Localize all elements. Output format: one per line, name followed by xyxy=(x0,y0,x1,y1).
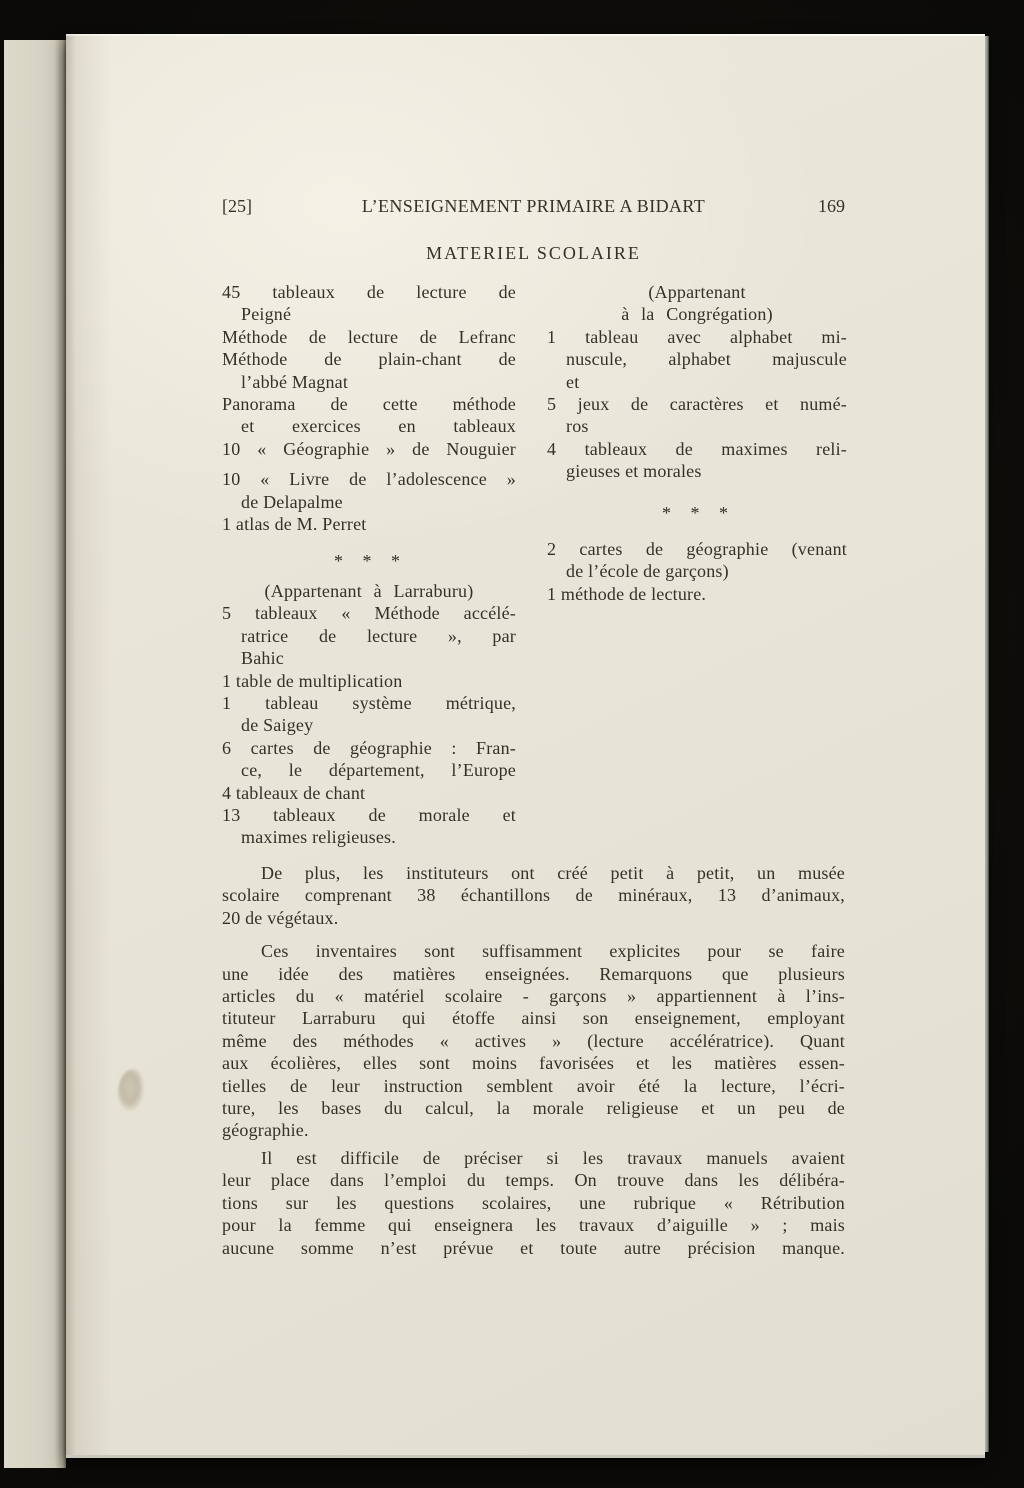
inventory-line: Peigné xyxy=(241,304,292,325)
inventory-line: l’abbé Magnat xyxy=(241,371,349,392)
inventory-line: 2 cartes de géographie (venant xyxy=(547,539,847,560)
paragraph-line: Ces inventaires sont suffisamment explicites pour se faire xyxy=(261,941,845,962)
paragraph-line: même des méthodes « actives » (lecture accélératrice). Quant xyxy=(222,1030,845,1051)
page-stack-edge xyxy=(985,36,989,1452)
inventory-line: Méthode de plain-chant de xyxy=(222,349,516,370)
inventory-line: 10 « Géographie » de Nouguier xyxy=(222,438,516,459)
inventory-line: 4 tableaux de maximes reli- xyxy=(547,438,847,459)
inventory-line: ratrice de lecture », par xyxy=(241,625,516,646)
paragraph-line: Il est difficile de préciser si les travaux manuels avaient xyxy=(261,1147,845,1168)
section-title: MATERIEL SCOLAIRE xyxy=(426,243,641,263)
inventory-line: Panorama de cette méthode xyxy=(222,394,516,415)
previous-page-edge xyxy=(4,40,66,1468)
inventory-line: (Appartenant xyxy=(648,282,746,302)
inventory-line: Méthode de lecture de Lefranc xyxy=(222,326,516,347)
paragraph-line: articles du « matériel scolaire - garçons » appartiennent à l’ins- xyxy=(222,986,845,1007)
book-page xyxy=(66,34,985,1455)
body-text xyxy=(222,862,845,1259)
paragraph-line: tielles de leur instruction semblent avoir été la lecture, l’écri- xyxy=(222,1075,845,1096)
paragraph-line: scolaire comprenant 38 échantillons de minéraux, 13 d’animaux, xyxy=(222,885,845,906)
paragraph-line: pour la femme qui enseignera les travaux d’aiguille » ; mais xyxy=(222,1215,845,1236)
inventory-line: 5 tableaux « Méthode accélé- xyxy=(222,603,516,624)
paragraph-line: De plus, les instituteurs ont créé petit à petit, un musée xyxy=(261,863,845,883)
paragraph-line: une idée des matières enseignées. Remarquons que plusieurs xyxy=(222,963,845,984)
running-title: L’ENSEIGNEMENT PRIMAIRE A BIDART xyxy=(361,196,706,216)
inventory-line: (Appartenant à Larraburu) xyxy=(264,580,474,601)
inventory-line: et exercices en tableaux xyxy=(241,416,516,437)
inventory-right-column xyxy=(547,281,847,605)
paragraph-line: tions sur les questions scolaires, une rubrique « Rétribution xyxy=(222,1192,845,1213)
inventory-line: de l’école de garçons) xyxy=(566,561,729,582)
paragraph-line: géographie. xyxy=(222,1120,309,1141)
inventory-line: 6 cartes de géographie : Fran- xyxy=(222,737,516,758)
margin-reference: [25] xyxy=(222,196,252,216)
paragraph-line: leur place dans l’emploi du temps. On trouve dans les délibéra- xyxy=(222,1170,845,1191)
inventory-line: 1 atlas de M. Perret xyxy=(222,514,367,535)
inventory-left-column xyxy=(222,281,516,849)
inventory-line: 1 table de multiplication xyxy=(222,670,403,691)
paragraph-line: 20 de végétaux. xyxy=(222,907,339,928)
page-header xyxy=(222,196,845,220)
inventory-line: à la Congrégation) xyxy=(621,304,773,325)
paper-fiber-artifact xyxy=(118,1069,144,1111)
inventory-line: gieuses et morales xyxy=(566,461,702,482)
inventory-line: 1 tableau système métrique, xyxy=(222,692,516,713)
inventory-line: et xyxy=(566,371,580,392)
inventory-line: maximes religieuses. xyxy=(241,827,396,848)
inventory-line: 1 tableau avec alphabet mi- xyxy=(547,326,847,347)
inventory-line: 10 « Livre de l’adolescence » xyxy=(222,469,516,490)
inventory-line: 45 tableaux de lecture de xyxy=(222,282,516,302)
body-paragraph xyxy=(222,1147,845,1259)
paragraph-line: tituteur Larraburu qui étoffe ainsi son enseignement, employant xyxy=(222,1008,845,1029)
separator-asterisks: * * * xyxy=(662,502,732,523)
inventory-line: ros xyxy=(566,416,589,437)
inventory-line: nuscule, alphabet majuscule xyxy=(566,349,847,370)
inventory-line: 5 jeux de caractères et numé- xyxy=(547,394,847,415)
inventory-line: de Delapalme xyxy=(241,491,343,512)
body-paragraph xyxy=(222,940,845,1142)
inventory-line: 13 tableaux de morale et xyxy=(222,804,516,825)
paragraph-line: aucune somme n’est prévue et toute autre précision manque. xyxy=(222,1237,845,1258)
paragraph-line: aux écolières, elles sont moins favorisées et les matières essen- xyxy=(222,1053,845,1074)
inventory-line: Bahic xyxy=(241,648,284,669)
paragraph-line: ture, les bases du calcul, la morale religieuse et un peu de xyxy=(222,1098,845,1119)
inventory-line: ce, le département, l’Europe xyxy=(241,760,516,781)
separator-asterisks: * * * xyxy=(334,551,404,572)
inventory-line: 1 méthode de lecture. xyxy=(547,583,707,604)
inventory-line: de Saigey xyxy=(241,715,314,736)
body-paragraph xyxy=(222,862,845,929)
inventory-line: 4 tableaux de chant xyxy=(222,782,366,803)
page-number: 169 xyxy=(818,196,845,216)
